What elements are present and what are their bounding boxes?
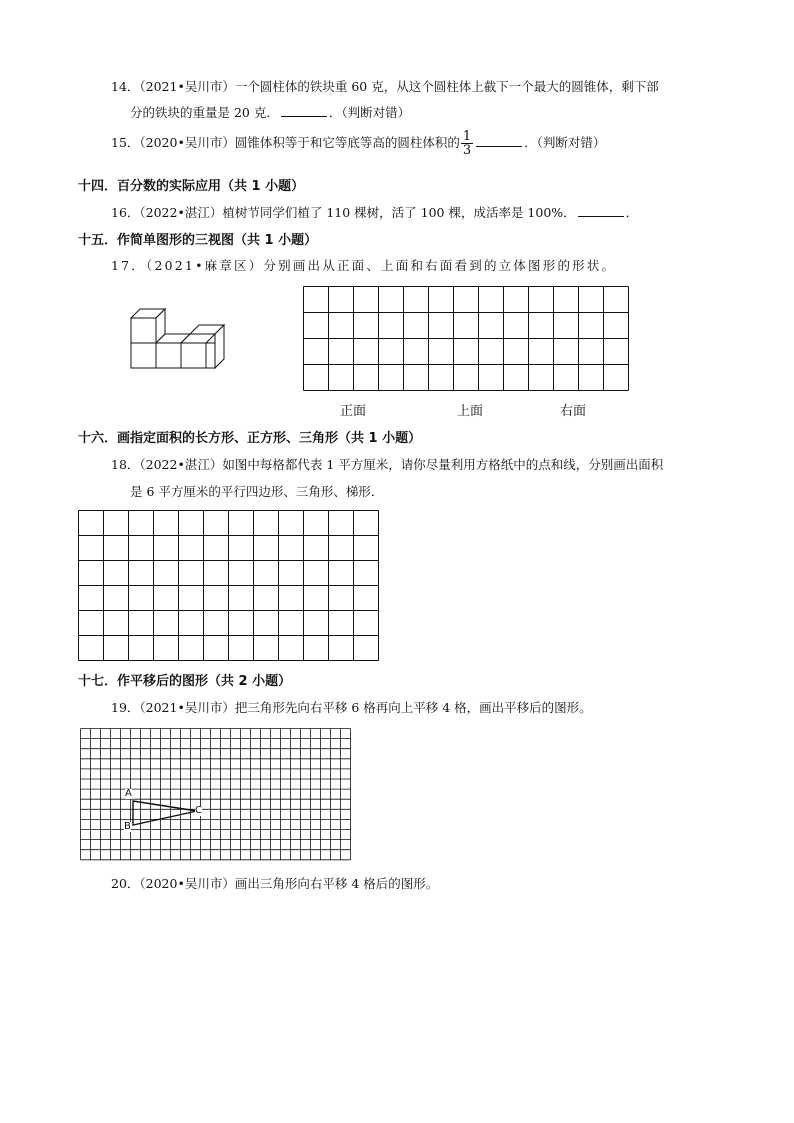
q18-line1: 18．（2022•湛江）如图中每格都代表 1 平方厘米，请你尽量利用方格纸中的点和线，分别画出面积 — [111, 457, 664, 472]
q15-fraction — [461, 130, 473, 157]
q15-frac-num: 1 — [462, 129, 472, 144]
section-15-title: 十五．作简单图形的三视图（共 1 小题） — [78, 233, 318, 248]
cube-front-upper — [131, 318, 156, 343]
q20-text: 20．（2020•吴川市）画出三角形向右平移 4 格后的图形。 — [111, 876, 439, 891]
q15-line — [111, 130, 605, 157]
cube-front-3 — [181, 343, 215, 368]
q15-text: 15．（2020•吴川市）圆锥体积等于和它等底等高的圆柱体积的 — [111, 135, 460, 150]
q19-grid[interactable] — [80, 728, 350, 860]
q15-answer-blank[interactable] — [476, 134, 522, 147]
q14-suffix: ．（判断对错） — [328, 105, 411, 120]
label-right-view: 右面 — [560, 404, 587, 419]
section-14-title: 十四．百分数的实际应用（共 1 小题） — [78, 179, 305, 194]
point-b-label: B — [124, 821, 131, 832]
q18-grid[interactable] — [78, 510, 379, 661]
q16-suffix: ． — [625, 205, 639, 220]
cube-figure — [120, 300, 230, 380]
q16-line — [111, 203, 638, 221]
point-a-label: A — [125, 788, 132, 799]
q17-grid[interactable] — [303, 286, 628, 390]
q15-suffix: ．（判断对错） — [524, 135, 606, 150]
q14-line2-text: 分的铁块的重量是 20 克． — [130, 105, 279, 120]
cube-front-2 — [156, 343, 181, 368]
triangle-abc — [133, 801, 197, 825]
q16-text: 16．（2022•湛江）植树节同学们植了 110 棵树，活了 100 棵，成活率是 100%． — [111, 205, 576, 220]
label-top-view: 上面 — [457, 404, 484, 419]
label-front-view: 正面 — [340, 404, 367, 419]
q17-text: 17．（2021•麻章区）分别画出从正面、上面和右面看到的立体图形的形状。 — [111, 258, 617, 273]
q15-frac-den: 3 — [462, 143, 472, 158]
q18-line2: 是 6 平方厘米的平行四边形、三角形、梯形． — [130, 484, 384, 499]
q14-line1: 14．（2021•吴川市）一个圆柱体的铁块重 60 克，从这个圆柱体上截下一个最大的圆锥体，剩下部 — [111, 79, 659, 94]
q14-answer-blank[interactable] — [281, 104, 327, 117]
q19-text: 19．（2021•吴川市）把三角形先向右平移 6 格再向上平移 4 格，画出平移后的图形。 — [111, 700, 592, 715]
point-c-label: C — [195, 805, 202, 816]
section-16-title: 十六．画指定面积的长方形、正方形、三角形（共 1 小题） — [78, 431, 422, 446]
q16-answer-blank[interactable] — [578, 204, 624, 217]
q14-line2 — [130, 103, 410, 121]
cube-front-1 — [131, 343, 156, 368]
section-17-title: 十七．作平移后的图形（共 2 小题） — [78, 674, 292, 689]
